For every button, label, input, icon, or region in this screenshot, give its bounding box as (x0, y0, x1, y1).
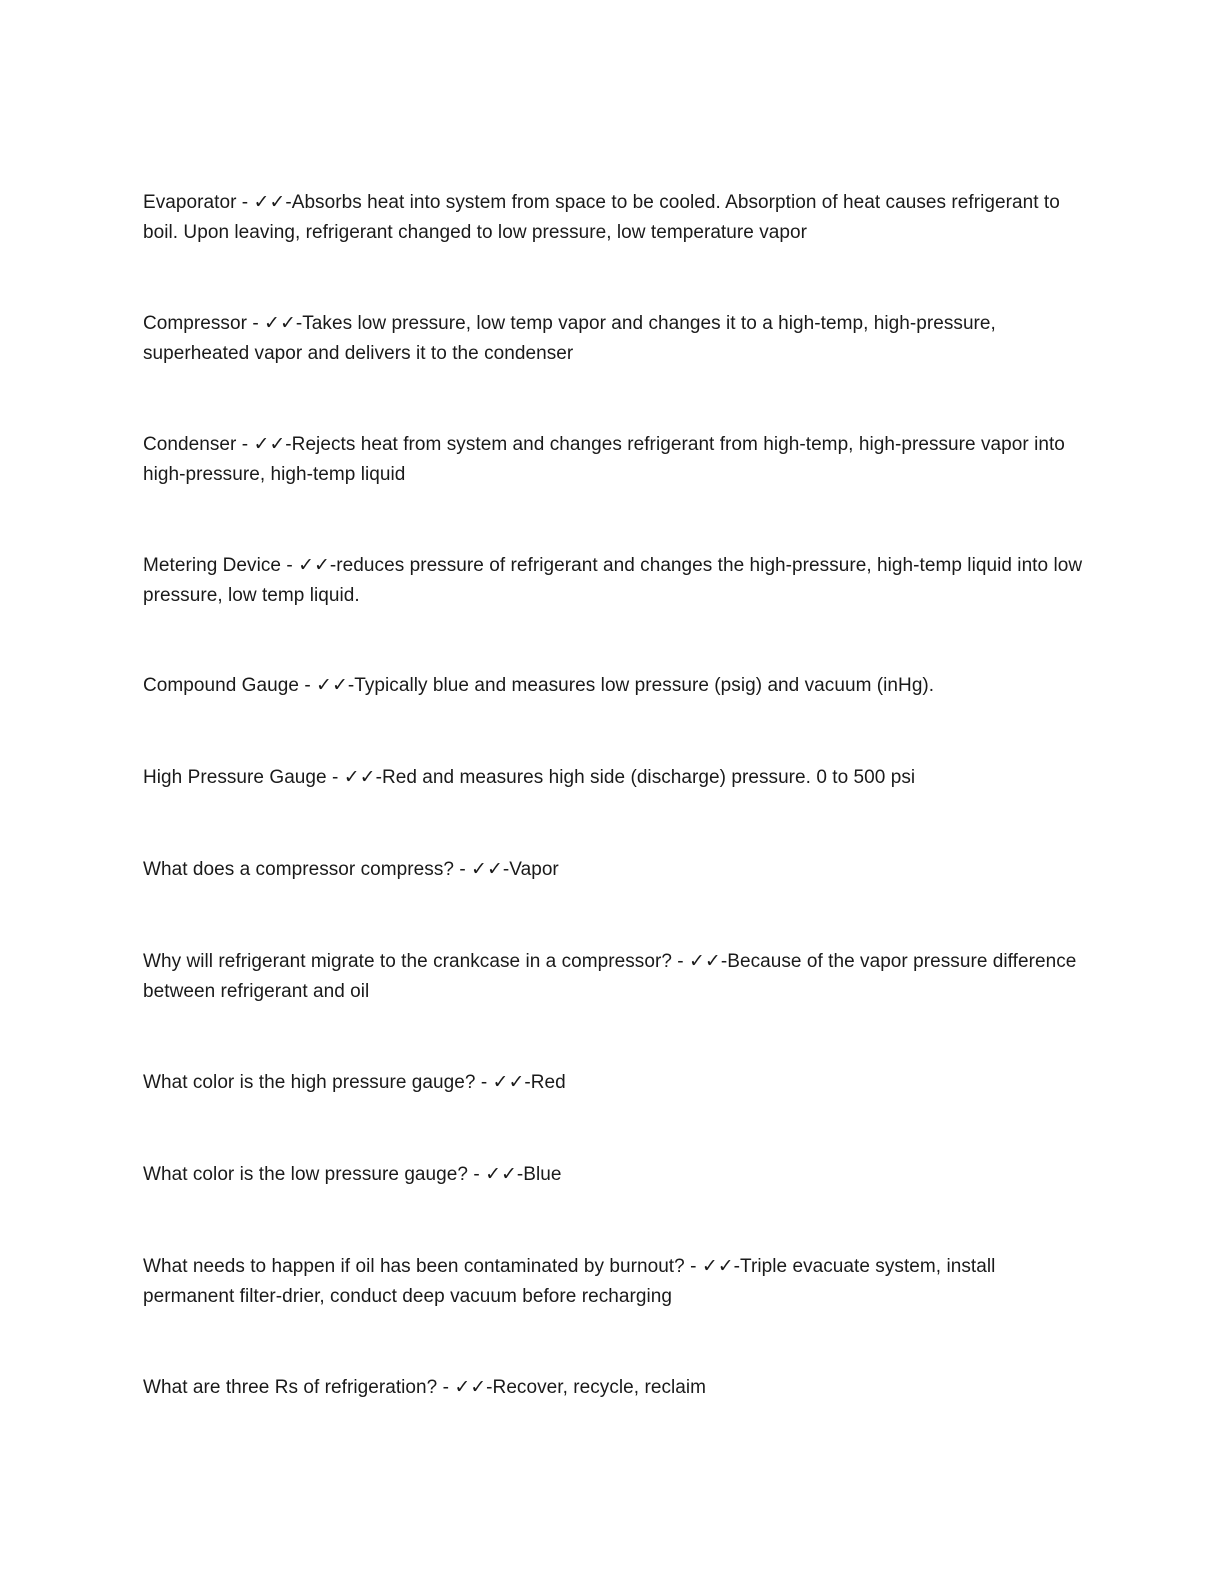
double-checkmark-icon: ✓✓ (485, 1163, 517, 1185)
entry-three-rs (143, 1373, 1083, 1403)
double-checkmark-icon: ✓✓ (343, 766, 376, 788)
entry-term: What does a compressor compress? (143, 859, 454, 880)
entry-answer: -reduces pressure of refrigerant and changes the high-pressure, high-temp liquid into low pressure, low temp liquid. (143, 555, 1083, 606)
entry-answer: -Typically blue and measures low pressure (psig) and vacuum (inHg). (347, 675, 935, 696)
entry-metering-device (143, 551, 1083, 610)
entry-answer: -Takes low pressure, low temp vapor and changes it to a high-temp, high-pressure, superheated vapor and delivers it to the condenser (143, 313, 996, 364)
entry-term: What color is the high pressure gauge? (143, 1072, 476, 1093)
entry-term: What needs to happen if oil has been contaminated by burnout? (143, 1256, 685, 1277)
entry-separator: - (454, 859, 472, 880)
entry-term: Compressor (143, 313, 247, 334)
entry-answer: -Red and measures high side (discharge) pressure. 0 to 500 psi (375, 767, 916, 788)
double-checkmark-icon: ✓✓ (264, 312, 296, 334)
entry-answer: -Rejects heat from system and changes refrigerant from high-temp, high-pressure vapor into high-pressure, high-temp liquid (143, 434, 1065, 485)
entry-separator: - (236, 434, 254, 455)
entry-answer: -Blue (516, 1164, 562, 1185)
double-checkmark-icon: ✓✓ (298, 554, 330, 576)
double-checkmark-icon: ✓✓ (492, 1071, 525, 1093)
entry-separator: - (475, 1072, 493, 1093)
entry-term: High Pressure Gauge (143, 767, 327, 788)
entry-answer: -Absorbs heat into system from space to be cooled. Absorption of heat causes refrigerant to boil. Upon leaving, refrigerant changed to low pressure, low temperature vapor (143, 192, 1060, 243)
double-checkmark-icon: ✓✓ (316, 674, 348, 696)
entry-term: What color is the low pressure gauge? (143, 1164, 469, 1185)
entry-high-gauge-color (143, 1068, 1083, 1098)
entry-term: Condenser (143, 434, 237, 455)
entry-answer: -Because of the vapor pressure difference between refrigerant and oil (143, 951, 1077, 1002)
double-checkmark-icon: ✓✓ (471, 858, 503, 880)
double-checkmark-icon: ✓✓ (454, 1376, 487, 1398)
entry-separator: - (468, 1164, 486, 1185)
entry-evaporator (143, 188, 1083, 247)
entry-term: Compound Gauge (143, 675, 299, 696)
entry-low-gauge-color (143, 1160, 1083, 1190)
entry-term: What are three Rs of refrigeration? (143, 1377, 438, 1398)
entry-separator: - (281, 555, 299, 576)
entry-condenser (143, 430, 1083, 489)
entry-high-pressure-gauge (143, 763, 1083, 793)
entry-separator: - (671, 951, 690, 972)
entry-compressor-compress (143, 855, 1083, 885)
entry-compound-gauge (143, 671, 1083, 701)
entry-answer: -Red (524, 1072, 566, 1093)
entry-compressor (143, 309, 1083, 368)
entry-separator: - (437, 1377, 455, 1398)
entry-refrigerant-migration (143, 947, 1083, 1006)
double-checkmark-icon: ✓✓ (253, 191, 286, 213)
entry-answer: -Triple evacuate system, install permanent filter-drier, conduct deep vacuum before recharging (143, 1256, 996, 1307)
double-checkmark-icon: ✓✓ (701, 1255, 734, 1277)
entry-term: Metering Device (143, 555, 282, 576)
double-checkmark-icon: ✓✓ (689, 950, 721, 972)
entry-answer: -Vapor (502, 859, 559, 880)
entry-burnout-oil (143, 1252, 1083, 1311)
entry-answer: -Recover, recycle, reclaim (486, 1377, 707, 1398)
entry-term: Why will refrigerant migrate to the crankcase in a compressor? (143, 951, 672, 972)
double-checkmark-icon: ✓✓ (253, 433, 286, 455)
entry-separator: - (684, 1256, 702, 1277)
entry-separator: - (246, 313, 265, 334)
entry-separator: - (326, 767, 344, 788)
entry-separator: - (236, 192, 254, 213)
entry-term: Evaporator (143, 192, 237, 213)
entry-separator: - (298, 675, 317, 696)
